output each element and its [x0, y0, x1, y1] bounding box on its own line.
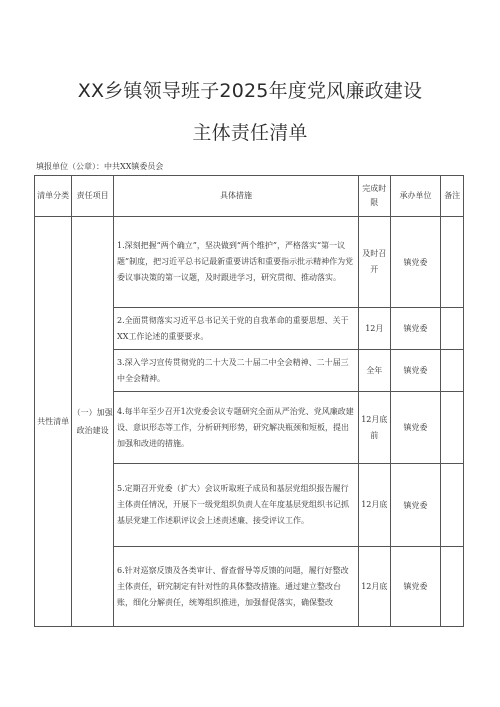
- measure-cell: 3.深入学习宣传贯彻党的二十大及二十届二中全会精神、二十届三中全会精神。: [114, 350, 359, 392]
- remark-cell: [441, 217, 464, 308]
- remark-cell: [441, 308, 464, 350]
- deadline-cell: 12月底前: [358, 392, 390, 464]
- measure-cell: 6.针对巡察反馈及各类审计、督查督导等反馈的问题，履行好整改主体责任，研究制定有针对性的具体整改措施。通过建立整改台账，细化分解责任，统筹组织推进，加强督促落实，确保整改: [114, 547, 359, 627]
- document-title-line2: 主体责任清单: [192, 122, 308, 144]
- measure-cell: 4.每半年至少召开1次党委会议专题研究全面从严治党、党风廉政建设、意识形态等工作，分析研判形势，研究解决瓶颈和短板，提出加强和改进的措施。: [114, 392, 359, 464]
- deadline-cell: 12月: [358, 308, 390, 350]
- item-label: （一）加强政治建设: [72, 407, 113, 435]
- unit-cell: 镇党委: [390, 392, 441, 464]
- header-item: 责任项目: [72, 176, 114, 217]
- remark-cell: [441, 350, 464, 392]
- category-label: 共性清单: [37, 416, 70, 426]
- measure-cell: 2.全面贯彻落实习近平总书记关于党的自我革命的重要思想、关于XX工作论述的重要要求。: [114, 308, 359, 350]
- deadline-cell: 12月底: [358, 547, 390, 627]
- unit-cell: 镇党委: [390, 350, 441, 392]
- document-title-line1: XX乡镇领导班子2025年度党风廉政建设: [77, 80, 423, 102]
- remark-cell: [441, 464, 464, 547]
- measure-cell: 5.定期召开党委（扩大）会议听取班子成员和基层党组织报告履行主体责任情况，开展下一级党组织负责人在年度基层党组织书记抓基层党建工作述职评议会上述责述廉、接受评议工作。: [114, 464, 359, 547]
- filling-unit-label: 填报单位（公章）：中共XX镇委员会: [36, 162, 164, 171]
- remark-cell: [441, 392, 464, 464]
- table-header-row: [35, 176, 464, 217]
- unit-cell: 镇党委: [390, 464, 441, 547]
- table-row: [35, 217, 464, 308]
- header-measure: 具体措施: [114, 176, 359, 217]
- measure-cell: 1.深刻把握“两个确立”，坚决做到“两个维护”，严格落实“第一议题”制度，把习近平总书记最新重要讲话和重要指示批示精神作为党委议事决策的第一议题，及时跟进学习，研究贯彻、推动落实。: [114, 217, 359, 308]
- remark-cell: [441, 547, 464, 627]
- header-remark: 备注: [441, 176, 464, 217]
- unit-cell: 镇党委: [390, 217, 441, 308]
- deadline-cell: 全年: [358, 350, 390, 392]
- item-cell: [72, 217, 114, 627]
- header-category: 清单分类: [35, 176, 72, 217]
- responsibility-table: [34, 175, 464, 627]
- deadline-cell: 及时召开: [358, 217, 390, 308]
- unit-cell: 镇党委: [390, 547, 441, 627]
- category-cell: [35, 217, 72, 627]
- header-deadline: 完成时限: [358, 176, 390, 217]
- deadline-cell: 12月底: [358, 464, 390, 547]
- unit-cell: 镇党委: [390, 308, 441, 350]
- header-unit: 承办单位: [390, 176, 441, 217]
